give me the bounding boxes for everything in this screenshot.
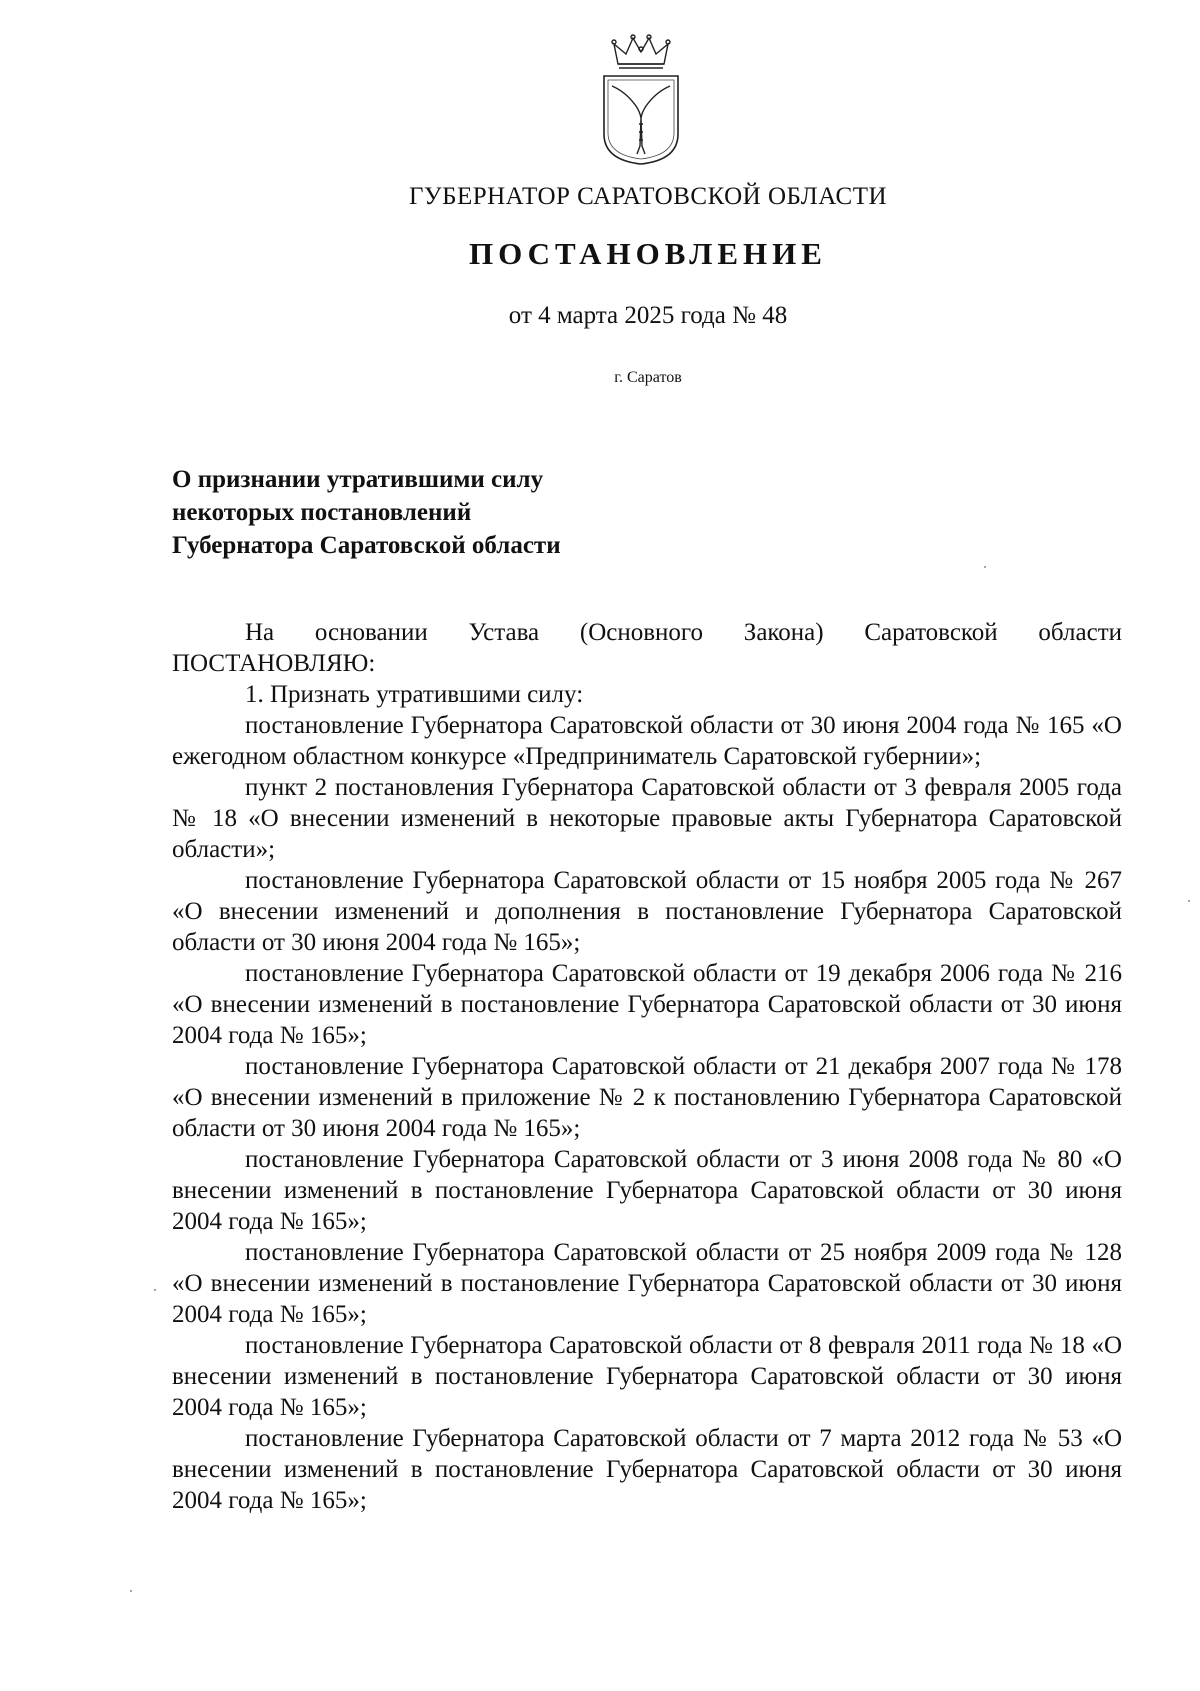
- repealed-act-paragraph: постановление Губернатора Саратовской области от 7 марта 2012 года № 53 «О внесении изменений в постановление Губернатора Саратовской области от 30 июня 2004 года № 165»;: [172, 1425, 1122, 1514]
- repealed-act-paragraph: постановление Губернатора Саратовской области от 30 июня 2004 года № 165 «О ежегодном областном конкурсе «Предприниматель Саратовской губернии»;: [172, 712, 1122, 770]
- document-type-title: ПОСТАНОВЛЕНИЕ: [469, 236, 827, 271]
- repealed-act-paragraph: постановление Губернатора Саратовской области от 25 ноября 2009 года № 128 «О внесении изменений в постановление Губернатора Саратовской области от 30 июня 2004 года № 165»;: [172, 1239, 1122, 1328]
- subject-line: некоторых постановлений: [172, 499, 472, 526]
- coat-of-arms-emblem: [596, 34, 686, 166]
- repealed-act-paragraph: постановление Губернатора Саратовской области от 8 февраля 2011 года № 18 «О внесении изменений в постановление Губернатора Саратовской области от 30 июня 2004 года № 165»;: [172, 1332, 1122, 1421]
- document-body: [172, 617, 1122, 1516]
- document-place: г. Саратов: [614, 369, 682, 386]
- intro-paragraph: На основании Устава (Основного Закона) Саратовской области ПОСТАНОВЛЯЮ:: [172, 619, 1122, 677]
- repealed-act-paragraph: постановление Губернатора Саратовской области от 3 июня 2008 года № 80 «О внесении изменений в постановление Губернатора Саратовской области от 30 июня 2004 года № 165»;: [172, 1146, 1122, 1235]
- item-1-paragraph: 1. Признать утратившими силу:: [245, 681, 584, 708]
- document-date-number: от 4 марта 2025 года № 48: [508, 302, 788, 329]
- document-subject: [172, 463, 772, 562]
- scan-speck: [130, 1590, 132, 1592]
- scan-speck: [984, 566, 986, 568]
- repealed-act-paragraph: пункт 2 постановления Губернатора Саратовской области от 3 февраля 2005 года № 18 «О внесении изменений в некоторые правовые акты Губернатора Саратовской области»;: [172, 774, 1122, 863]
- issuing-authority: ГУБЕРНАТОР САРАТОВСКОЙ ОБЛАСТИ: [408, 183, 888, 210]
- repealed-act-paragraph: постановление Губернатора Саратовской области от 19 декабря 2006 года № 216 «О внесении изменений в постановление Губернатора Саратовской области от 30 июня 2004 года № 165»;: [172, 960, 1122, 1049]
- repealed-act-paragraph: постановление Губернатора Саратовской области от 15 ноября 2005 года № 267 «О внесении изменений и дополнения в постановление Губернатора Саратовской области от 30 июня 2004 года № 165»;: [172, 867, 1122, 956]
- repealed-act-paragraph: постановление Губернатора Саратовской области от 21 декабря 2007 года № 178 «О внесении изменений в приложение № 2 к постановлению Губернатора Саратовской области от 30 июня 2004 года № 165»;: [172, 1053, 1122, 1142]
- scan-speck: [1188, 900, 1190, 902]
- scan-speck: [154, 1289, 156, 1291]
- subject-line: Губернатора Саратовской области: [172, 532, 561, 559]
- subject-line: О признании утратившими силу: [172, 466, 544, 493]
